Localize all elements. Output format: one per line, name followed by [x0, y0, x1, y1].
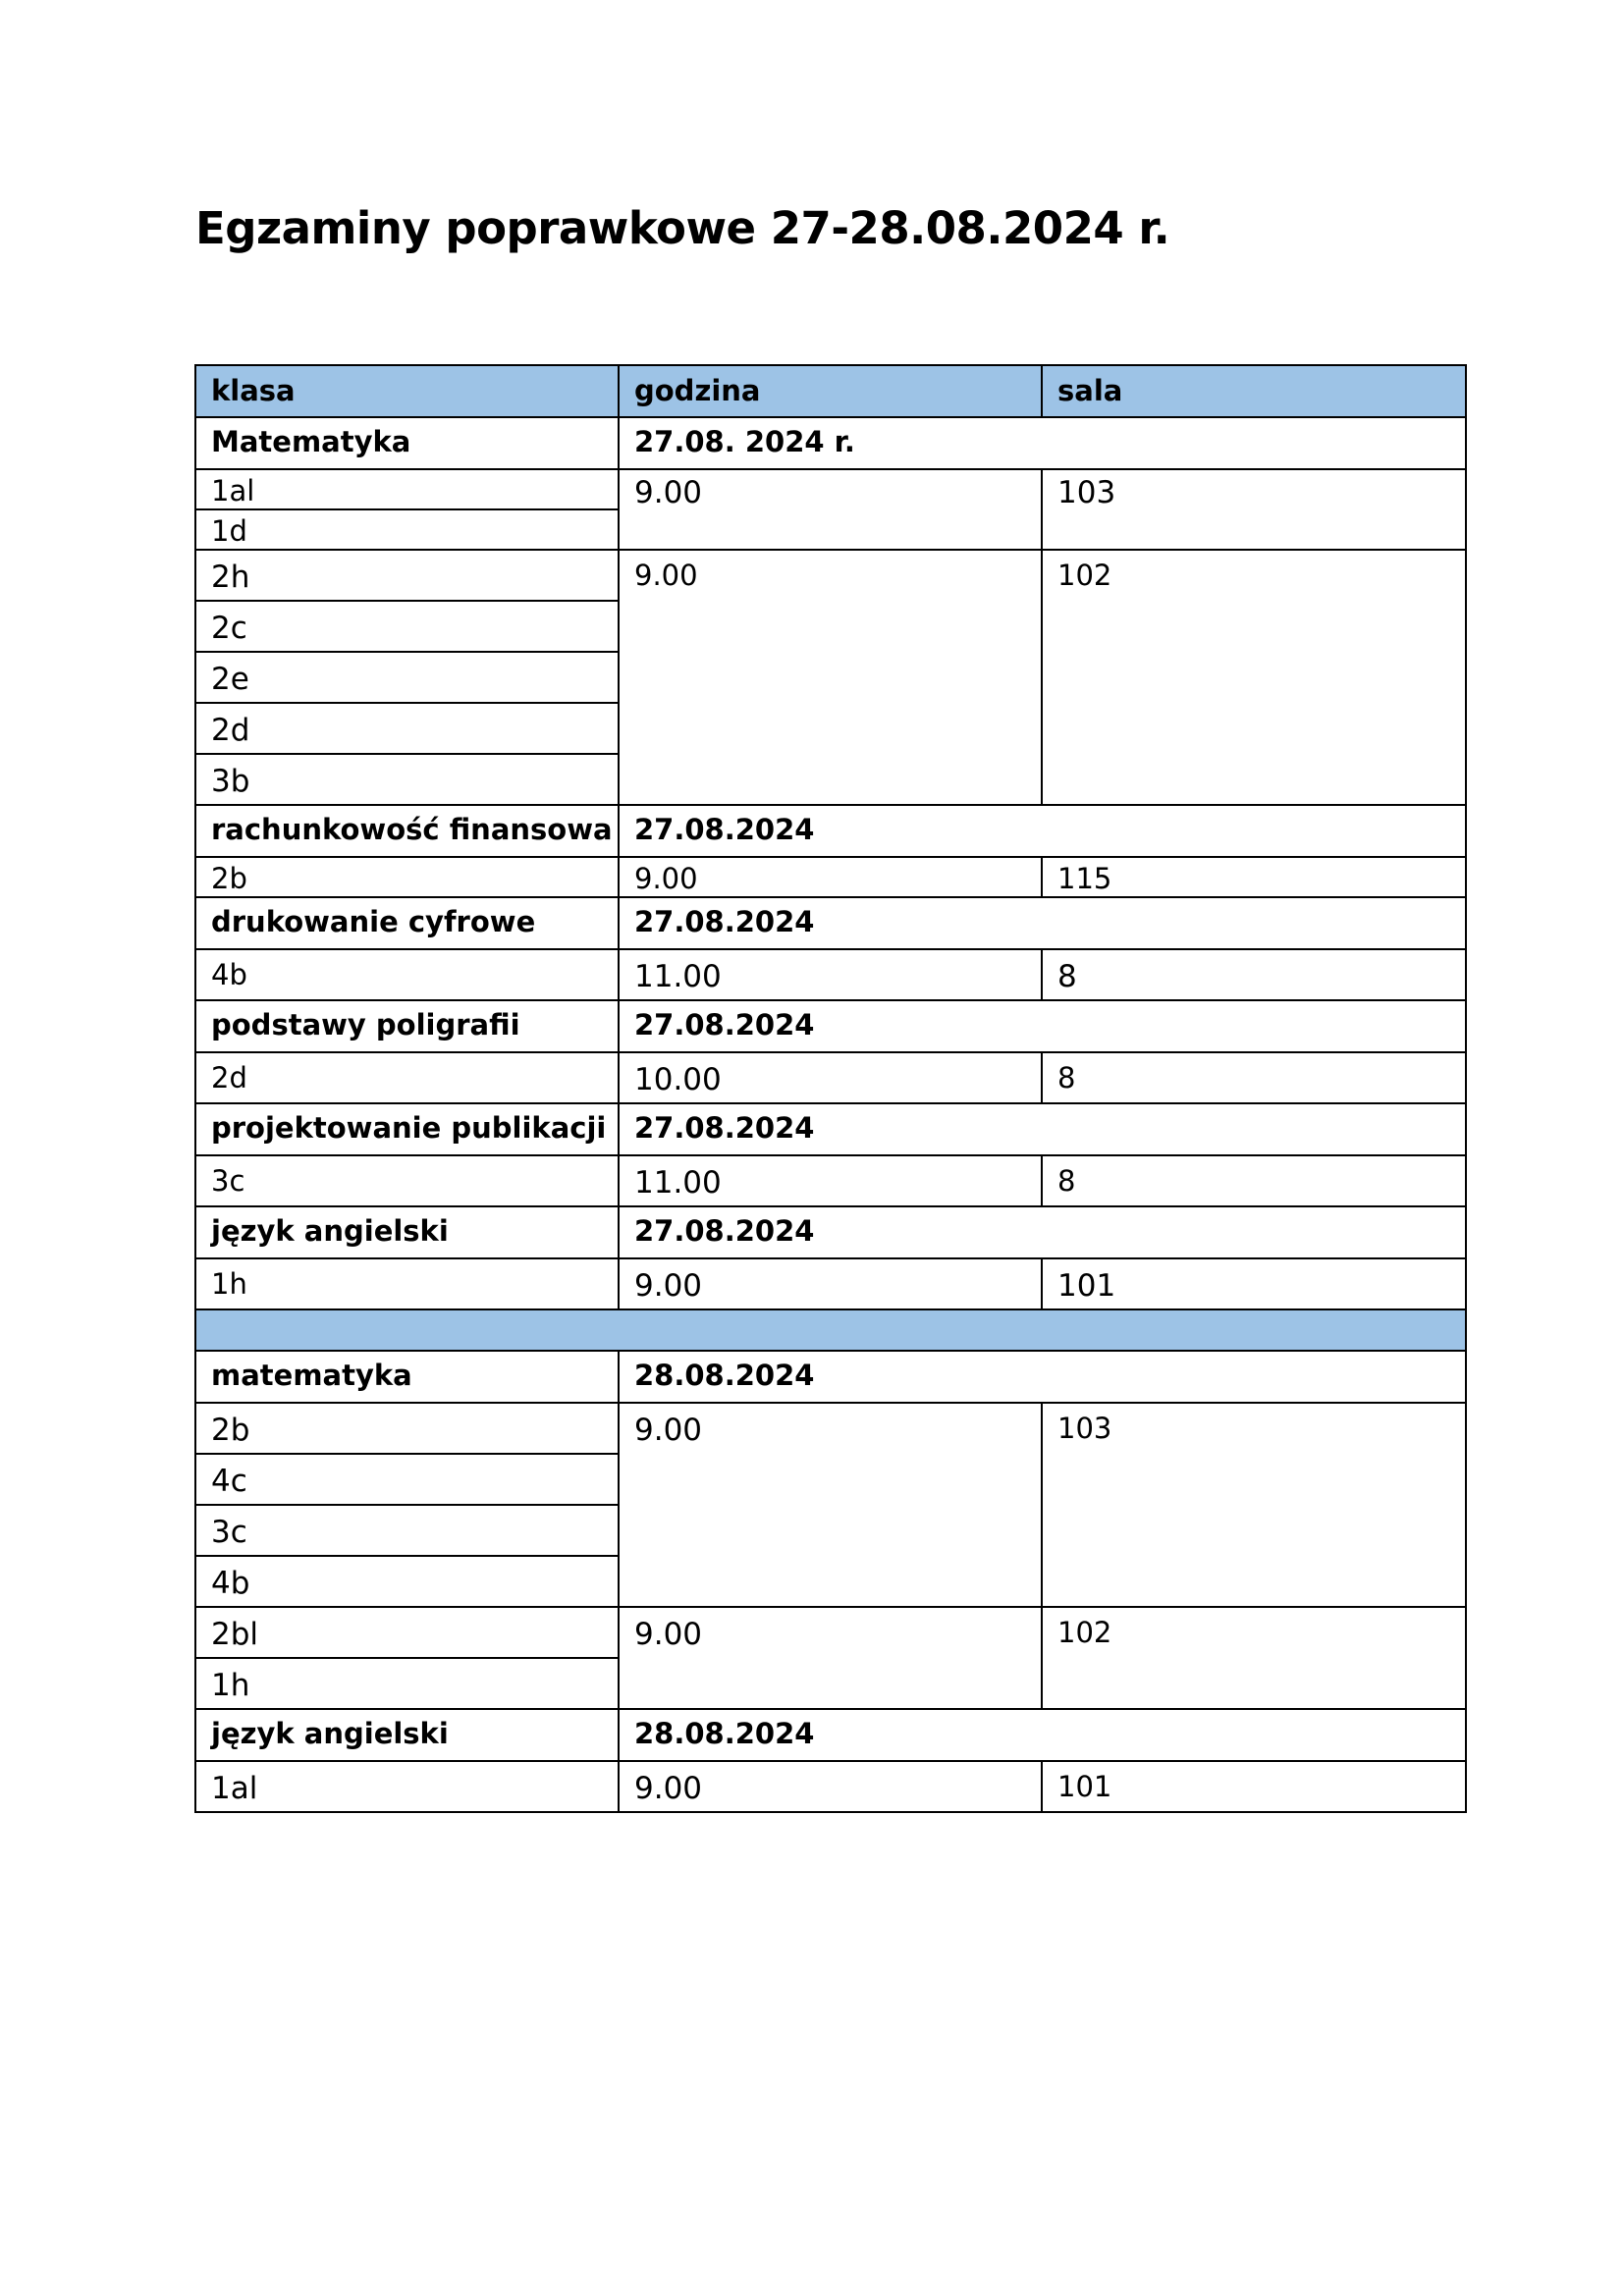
class-cell: 1al — [195, 1761, 619, 1812]
class-cell: 4b — [195, 1556, 619, 1607]
room-cell: 115 — [1042, 857, 1466, 897]
subject-row — [195, 1000, 1466, 1052]
table-row — [195, 469, 1466, 509]
subject-row — [195, 1103, 1466, 1155]
subject-date: 27.08.2024 — [619, 805, 1466, 857]
page-title: Egzaminy poprawkowe 27-28.08.2024 r. — [195, 202, 1170, 254]
table-row — [195, 857, 1466, 897]
class-cell: 3c — [195, 1155, 619, 1206]
room-cell: 103 — [1042, 1403, 1466, 1607]
table-row — [195, 1155, 1466, 1206]
class-cell: 3c — [195, 1505, 619, 1556]
subject-row — [195, 897, 1466, 949]
time-cell: 9.00 — [619, 1258, 1042, 1309]
time-cell: 9.00 — [619, 1761, 1042, 1812]
subject-name: podstawy poligrafii — [195, 1000, 619, 1052]
table-row — [195, 1761, 1466, 1812]
time-cell: 11.00 — [619, 1155, 1042, 1206]
subject-row — [195, 417, 1466, 469]
time-cell: 9.00 — [619, 1607, 1042, 1709]
subject-name: język angielski — [195, 1709, 619, 1761]
table-row — [195, 1607, 1466, 1658]
room-cell: 102 — [1042, 550, 1466, 805]
day-separator — [195, 1309, 1466, 1351]
room-cell: 8 — [1042, 1052, 1466, 1103]
class-cell: 2d — [195, 1052, 619, 1103]
class-cell: 1d — [195, 509, 619, 550]
table-row — [195, 1258, 1466, 1309]
room-cell: 101 — [1042, 1761, 1466, 1812]
subject-date: 27.08. 2024 r. — [619, 417, 1466, 469]
subject-date: 28.08.2024 — [619, 1351, 1466, 1403]
class-cell: 2d — [195, 703, 619, 754]
day-separator-row — [195, 1309, 1466, 1351]
time-cell: 9.00 — [619, 550, 1042, 805]
class-cell: 1h — [195, 1658, 619, 1709]
subject-row — [195, 1206, 1466, 1258]
class-cell: 4c — [195, 1454, 619, 1505]
room-cell: 103 — [1042, 469, 1466, 550]
time-cell: 9.00 — [619, 1403, 1042, 1607]
table-row — [195, 1052, 1466, 1103]
room-cell: 101 — [1042, 1258, 1466, 1309]
room-cell: 102 — [1042, 1607, 1466, 1709]
subject-date: 27.08.2024 — [619, 897, 1466, 949]
subject-name: Matematyka — [195, 417, 619, 469]
subject-name: projektowanie publikacji — [195, 1103, 619, 1155]
subject-row — [195, 1351, 1466, 1403]
subject-name: język angielski — [195, 1206, 619, 1258]
room-cell: 8 — [1042, 949, 1466, 1000]
subject-name: drukowanie cyfrowe — [195, 897, 619, 949]
table-row — [195, 949, 1466, 1000]
table-row — [195, 550, 1466, 601]
class-cell: 1al — [195, 469, 619, 509]
time-cell: 11.00 — [619, 949, 1042, 1000]
class-cell: 4b — [195, 949, 619, 1000]
class-cell: 2h — [195, 550, 619, 601]
column-header-sala: sala — [1042, 365, 1466, 417]
class-cell: 2b — [195, 1403, 619, 1454]
subject-date: 28.08.2024 — [619, 1709, 1466, 1761]
class-cell: 2bl — [195, 1607, 619, 1658]
subject-row — [195, 1709, 1466, 1761]
subject-name: matematyka — [195, 1351, 619, 1403]
class-cell: 2c — [195, 601, 619, 652]
subject-row — [195, 805, 1466, 857]
class-cell: 3b — [195, 754, 619, 805]
time-cell: 9.00 — [619, 857, 1042, 897]
class-cell: 2e — [195, 652, 619, 703]
column-header-klasa: klasa — [195, 365, 619, 417]
subject-date: 27.08.2024 — [619, 1000, 1466, 1052]
subject-name: rachunkowość finansowa — [195, 805, 619, 857]
column-header-godzina: godzina — [619, 365, 1042, 417]
table-row — [195, 1403, 1466, 1454]
time-cell: 9.00 — [619, 469, 1042, 550]
subject-date: 27.08.2024 — [619, 1103, 1466, 1155]
class-cell: 1h — [195, 1258, 619, 1309]
subject-date: 27.08.2024 — [619, 1206, 1466, 1258]
exam-schedule-table — [194, 364, 1467, 1813]
time-cell: 10.00 — [619, 1052, 1042, 1103]
room-cell: 8 — [1042, 1155, 1466, 1206]
table-header-row — [195, 365, 1466, 417]
class-cell: 2b — [195, 857, 619, 897]
